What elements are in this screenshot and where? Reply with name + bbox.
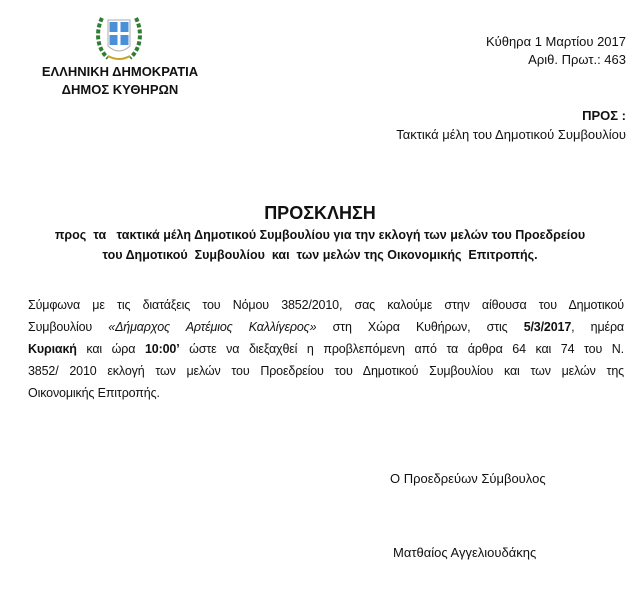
recipients: Τακτικά μέλη του Δημοτικού Συμβουλίου <box>396 127 626 142</box>
signatory-name: Ματθαίος Αγγελιουδάκης <box>393 545 537 560</box>
to-label: ΠΡΟΣ : <box>582 108 626 123</box>
body-line: Οικονομικής Επιτροπής. <box>28 386 160 400</box>
body-paragraph <box>28 294 624 404</box>
venue-name: «Δήμαρχος Αρτέμιος Καλλίγερος» <box>108 320 317 334</box>
protocol-number: Αριθ. Πρωτ.: 463 <box>528 52 626 67</box>
body-line: 3852/ 2010 εκλογή των μελών του Προεδρείου του Δημοτικού Συμβουλίου και των μελών της <box>28 364 624 378</box>
subtitle-line-1: προς τα τακτικά μέλη Δημοτικού Συμβουλίου για την εκλογή των μελών του Προεδρείου <box>54 228 586 242</box>
body-line: Σύμφωνα με τις διατάξεις του Νόμου 3852/2010, σας καλούμε στην αίθουσα του Δημοτικού <box>28 298 624 312</box>
meeting-time: 10:00’ <box>144 342 180 356</box>
meeting-date: 5/3/2017 <box>523 320 572 334</box>
text: Συμβουλίου <box>28 320 109 334</box>
issuer-municipality: ΔΗΜΟΣ ΚΥΘΗΡΩΝ <box>61 82 179 97</box>
subtitle-line-2: του Δημοτικού Συμβουλίου και των μελών της Οικονομικής Επιτροπής. <box>102 248 538 262</box>
text: και ώρα <box>76 342 145 356</box>
text: ώστε να διεξαχθεί η προβλεπόμενη από τα άρθρα 64 και 74 του Ν. <box>179 342 624 356</box>
body-line <box>28 338 624 360</box>
signatory-role: Ο Προεδρεύων Σύμβουλος <box>390 471 546 486</box>
body-line <box>28 316 624 338</box>
document-title: ΠΡΟΣΚΛΗΣΗ <box>264 203 376 223</box>
greek-coat-of-arms-logo <box>94 12 144 64</box>
meeting-day: Κυριακή <box>28 342 77 356</box>
text: , ημέρα <box>571 320 624 334</box>
document-date: Κύθηρα 1 Μαρτίου 2017 <box>485 34 626 49</box>
issuer-country: ΕΛΛΗΝΙΚΗ ΔΗΜΟΚΡΑΤΙΑ <box>41 64 199 79</box>
text: στη Χώρα Κυθήρων, στις <box>316 320 524 334</box>
